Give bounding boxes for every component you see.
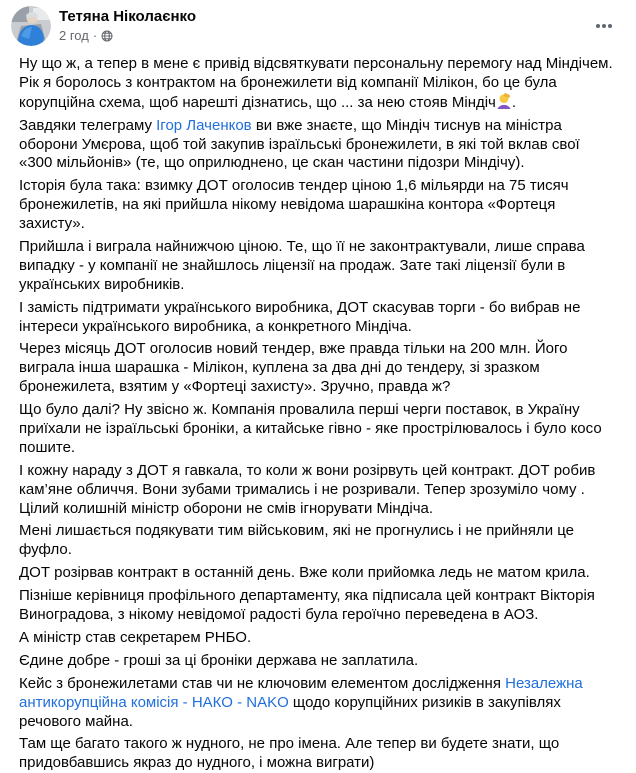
post-paragraph [19,735,617,773]
post-text: Пізніше керівниця профільного департаменту, яка підписала цей контракт Вікторія Виноградова, з нікому невідомої радості була героїчно переведена в АОЗ. [19,587,595,624]
post-paragraph [19,401,617,458]
post-header [0,0,636,46]
post-paragraph [19,522,617,560]
post-text: Там ще багато такого ж нудного, не про імена. Але тепер ви будете знати, що придовбавшись якраз до нудного, і можна виграти) [19,735,560,772]
post-text: Завдяки телеграму [19,116,157,134]
post-text: Прийшла і виграла найнижчою ціною. Те, що її не законтрактували, лише справа випадку - у компанії не знайшлось ліцензії на продаж. Зате такі ліцензії були в українських виробників. [19,238,585,293]
post-text: А міністр став секретарем РНБО. [19,628,252,646]
post-text: І замість підтримати українського виробника, ДОТ скасував торги - бо вибрав не інтереси українського виробника, а конкретного Міндіча. [19,298,581,335]
post-text: Через місяць ДОТ оголосив новий тендер, вже правда тільки на 200 млн. Його виграла інша шарашка - Мілікон, куплена за два дні до тендеру, зі зразком бронежилета, взятим у «Фортеці захисту». Зручно, правда ж? [19,340,568,396]
post-paragraph [19,675,617,732]
profile-link-ihor-lachenkov[interactable]: Ігор Лаченков [156,116,252,134]
post-content [0,46,636,773]
post-text: Історія була така: взимку ДОТ оголосив тендер ціною 1,6 мільярди на 75 тисяч бронежилетів, на які прийшла нікому невідома шарашкіна контора «Фортеця захисту». [19,177,569,233]
post-text: щодо корупційних ризиків в закупівлях речового майна. [19,693,561,730]
post-paragraph [19,117,617,174]
meta-separator: · [92,28,98,43]
post-paragraph [19,587,617,625]
more-options-button[interactable] [588,10,620,42]
post-text: Мені лишається подякувати тим військовим, які не прогнулись і не прийняли це фуфло. [19,522,574,559]
post-text: І кожну нараду з ДОТ я гавкала, то коли ж вони розірвуть цей контракт. ДОТ робив кам’яне обличчя. Вони зубами тримались і не розривали. Тепер зрозуміло чому . Цілий колишній міністр оборони не смів ігнорувати Міндіча. [19,461,596,517]
avatar[interactable] [11,6,51,46]
post-paragraph [19,652,617,671]
header-info [59,6,588,44]
ellipsis-icon [594,16,614,36]
woman-facepalming-emoji [496,93,512,112]
globe-icon [101,30,113,42]
post-text: Що було далі? Ну звісно ж. Компанія провалила перші черги поставок, в Україну приїхали не ізраїльські броніки, а китайське гівно - яке прострілювалось і було косо пошите. [19,401,602,456]
post-text: Єдине добре - гроші за ці броніки держава не заплатила. [19,651,419,669]
post-paragraph [19,340,617,397]
post-paragraph [19,564,617,583]
post-meta [59,27,588,44]
post-paragraph [19,177,617,234]
post-paragraph [19,629,617,648]
post-text: ДОТ розірвав контракт в останній день. Вже коли прийомка ледь не матом крила. [19,564,590,582]
timestamp[interactable]: 2 год [59,28,89,43]
post-paragraph [19,299,617,337]
post-text: Ну що ж, а тепер в мене є привід відсвяткувати персональну перемогу над Міндічем. Рік я боролось з контрактом на бронежилети від компанії Мілікон, бо це була корупційна схема, щоб нарешті дізнатись, що ... за нею стояв Міндіч [19,55,613,111]
post-paragraph [19,238,617,295]
post-text: Кейс з бронежилетами став чи не ключовим елементом дослідження [19,674,506,692]
post-paragraph [19,462,617,519]
post-text: . [511,93,517,111]
author-name[interactable]: Тетяна Ніколаєнко [59,8,197,25]
post-paragraph [19,55,617,113]
post-text: ви вже знаєте, що Міндіч тиснув на міністра оборони Умєрова, щоб той закупив ізраїльські бронежилети, в які той вклав свої «300 мільйонів» (те, що оприлюднено, це скан частини підозри Міндічу). [19,116,580,172]
nako-page-link[interactable]: Незалежна антикорупційна комісія - НАКО - NAKO [19,674,583,711]
avatar-image [11,6,51,46]
